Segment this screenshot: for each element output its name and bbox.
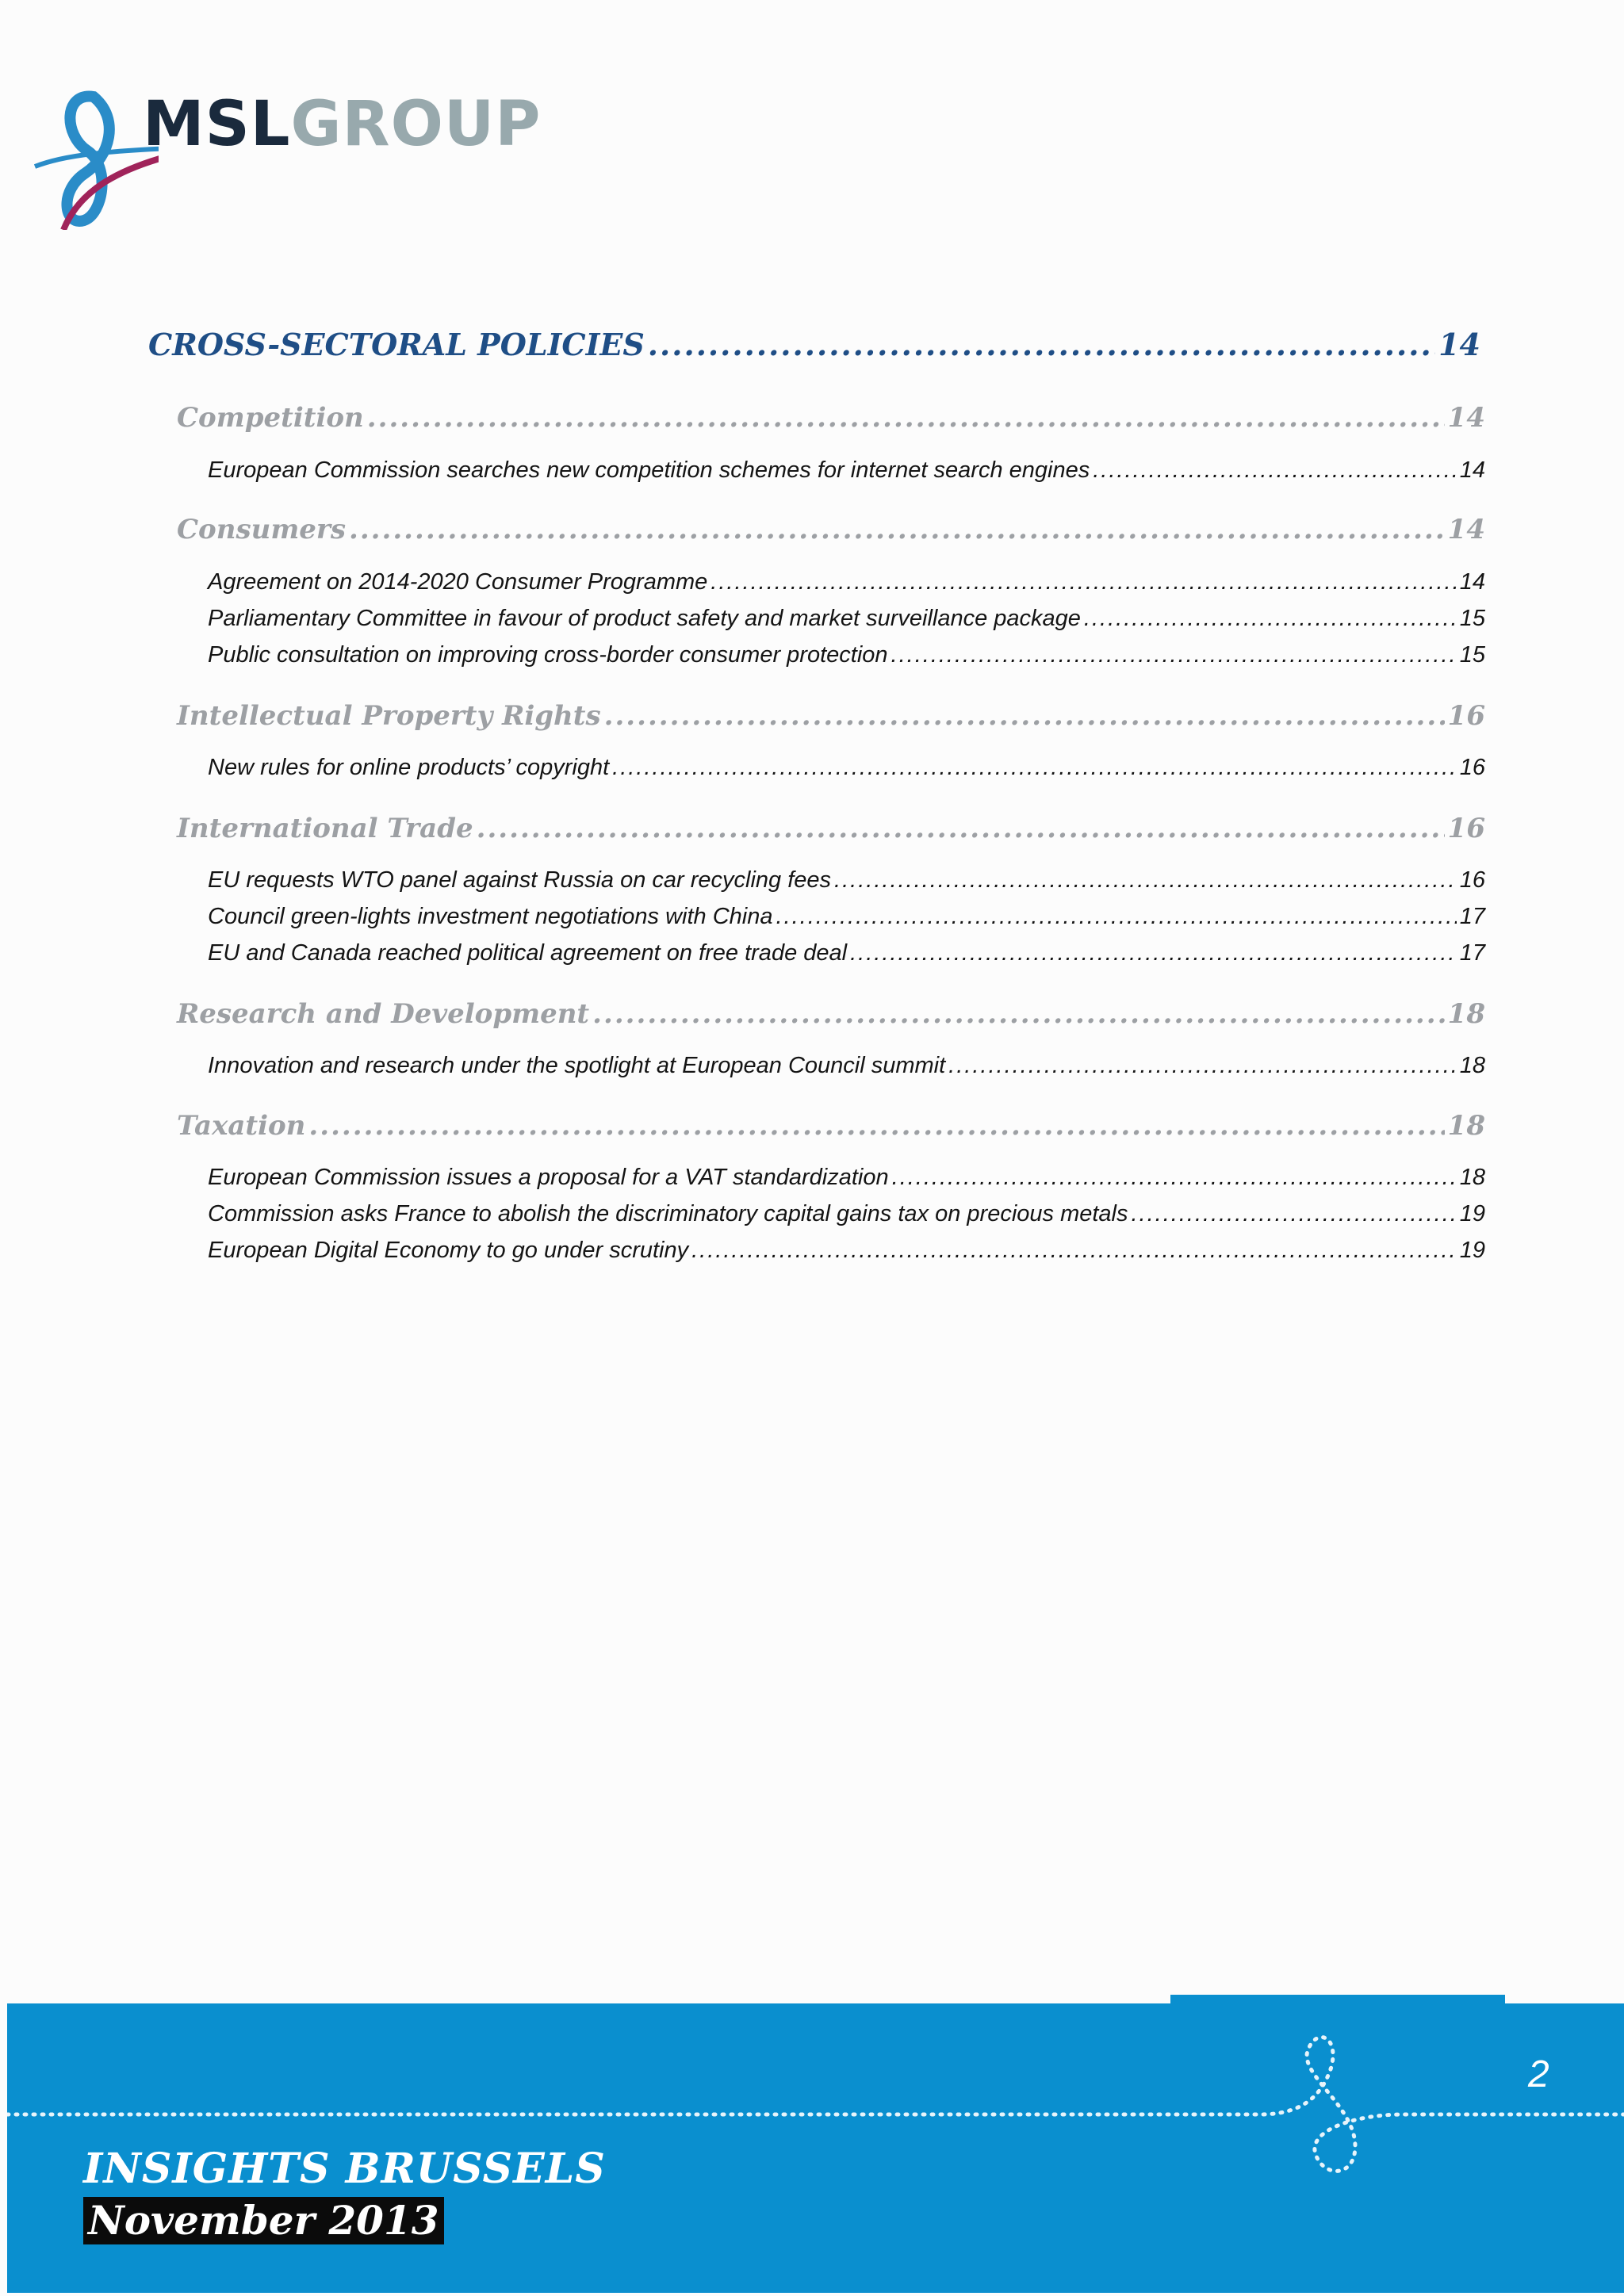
publication-title: INSIGHTS BRUSSELS [83,2145,606,2193]
toc-leader [367,402,1445,434]
toc-entry[interactable] [208,457,1485,484]
toc-section-page: 14 [1447,514,1485,545]
publication-date: November 2013 [83,2197,444,2244]
toc-main-heading[interactable] [148,327,1480,362]
toc-entry-page: 17 [1459,940,1485,966]
toc-entry[interactable] [208,642,1485,668]
toc-leader [648,327,1435,362]
toc-leader [592,998,1445,1030]
toc-entry[interactable] [208,867,1485,894]
toc-leader [834,867,1457,894]
toc-entry-label: Innovation and research under the spotlight at European Council summit [208,1053,946,1078]
toc-leader [308,1110,1444,1142]
toc-entry[interactable] [208,1053,1485,1079]
toc-entry-label: EU and Canada reached political agreement on free trade deal [208,940,848,966]
toc-section-label: Consumers [177,514,346,545]
toc-entry-label: Parliamentary Committee in favour of product safety and market surveillance package [208,606,1081,631]
toc-entry-label: European Commission searches new competition schemes for internet search engines [208,457,1090,483]
toc-entry-page: 19 [1459,1238,1485,1263]
toc-entry-label: New rules for online products’ copyright [208,755,610,780]
toc-leader [1132,1201,1457,1227]
toc-entry-page: 16 [1459,867,1485,893]
toc-section-label: Competition [177,402,364,434]
toc-section-taxation[interactable] [177,1110,1485,1142]
toc-leader [349,514,1445,545]
toc-entry-label: Public consultation on improving cross-border consumer protection [208,642,888,668]
toc-entry-label: European Digital Economy to go under scrutiny [208,1238,689,1263]
logo-wordmark [143,89,542,160]
toc-section-page: 16 [1447,700,1485,732]
toc-section-page: 16 [1447,813,1485,844]
toc-main-label: CROSS-SECTORAL POLICIES [148,327,645,362]
toc-leader [691,1238,1457,1264]
toc-entry-page: 16 [1459,755,1485,780]
toc-section-ip-rights[interactable] [177,700,1485,732]
toc-entry-page: 14 [1459,569,1485,595]
toc-section-research-development[interactable] [177,998,1485,1030]
toc-entry[interactable] [208,606,1485,632]
toc-entry[interactable] [208,755,1485,781]
toc-leader [948,1053,1457,1079]
ribbon-logo-icon [32,87,159,230]
toc-section-competition[interactable] [177,402,1485,434]
toc-entry[interactable] [208,1238,1485,1264]
toc-entry-label: Commission asks France to abolish the discriminatory capital gains tax on precious metals [208,1201,1128,1226]
toc-leader [710,569,1456,595]
toc-entry-label: Council green-lights investment negotiations with China [208,904,773,929]
toc-leader [477,813,1445,844]
toc-entry-page: 18 [1459,1165,1485,1190]
toc-leader [1084,606,1457,632]
toc-section-label: International Trade [177,813,473,844]
toc-entry-label: European Commission issues a proposal for a VAT standardization [208,1165,889,1190]
toc-entry-page: 17 [1459,904,1485,929]
toc-entry-label: EU requests WTO panel against Russia on car recycling fees [208,867,832,893]
toc-entry-page: 18 [1459,1053,1485,1078]
toc-entry[interactable] [208,1165,1485,1191]
toc-section-label: Research and Development [177,998,590,1030]
company-logo [32,87,542,238]
footer-band [7,2003,1624,2293]
toc-leader [892,1165,1457,1191]
toc-leader [604,700,1445,732]
toc-section-page: 18 [1447,998,1485,1030]
toc-leader [891,642,1457,668]
toc-section-page: 18 [1447,1110,1485,1142]
toc-entry-page: 15 [1459,642,1485,668]
toc-leader [776,904,1457,930]
toc-entry-page: 19 [1459,1201,1485,1226]
toc-section-international-trade[interactable] [177,813,1485,844]
logo-text-group: GROUP [290,89,542,160]
toc-entry[interactable] [208,940,1485,966]
toc-leader [1093,457,1457,484]
toc-entry-label: Agreement on 2014-2020 Consumer Programme [208,569,708,595]
logo-text-msl: MSL [143,89,291,160]
toc-entry-page: 14 [1459,457,1485,483]
toc-section-label: Taxation [177,1110,306,1142]
toc-entry[interactable] [208,904,1485,930]
page-number: 2 [1528,2053,1549,2095]
toc-main-page: 14 [1438,327,1480,362]
toc-section-label: Intellectual Property Rights [177,700,601,732]
toc-leader [612,755,1457,781]
toc-entry-page: 15 [1459,606,1485,631]
toc-entry[interactable] [208,569,1485,595]
toc-section-consumers[interactable] [177,514,1485,545]
toc-section-page: 14 [1447,402,1485,434]
toc-entry[interactable] [208,1201,1485,1227]
toc-leader [850,940,1457,966]
